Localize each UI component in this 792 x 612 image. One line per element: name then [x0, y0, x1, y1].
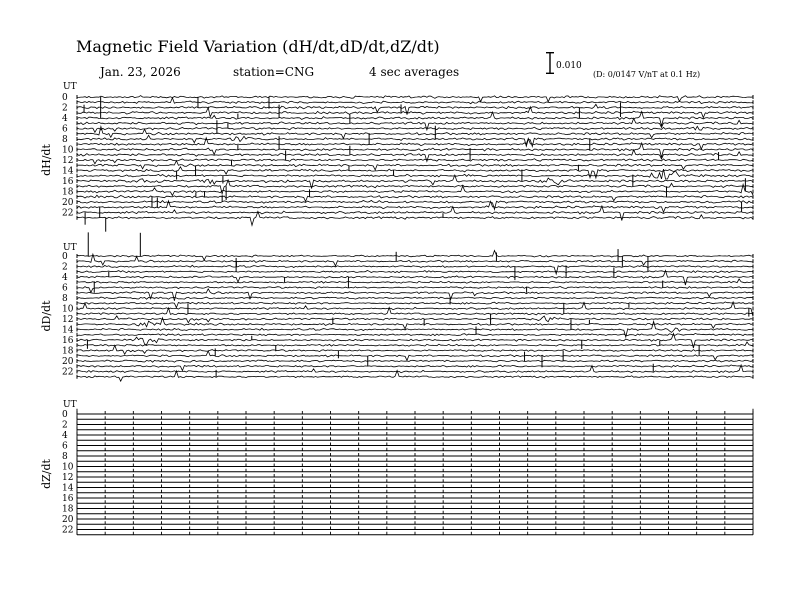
trace-line [77, 212, 753, 226]
trace-line [77, 200, 753, 209]
hour-tick-label: 18 [62, 346, 74, 357]
trace-line [77, 265, 753, 274]
y-axis-label: dD/dt [40, 300, 53, 332]
trace-line [77, 195, 753, 201]
trace-line [77, 342, 753, 346]
trace-line [77, 271, 753, 273]
trace-line [77, 161, 753, 170]
hour-tick-label: 4 [62, 114, 68, 124]
ut-axis-label: UT [63, 82, 77, 92]
station-label: station=CNG [233, 65, 315, 79]
averaging-label: 4 sec averages [369, 65, 460, 79]
hour-tick-label: 12 [62, 156, 74, 166]
hour-tick-label: 18 [62, 504, 74, 515]
hour-tick-label: 14 [62, 325, 74, 336]
hour-tick-label: 6 [62, 283, 68, 294]
trace-line [77, 351, 753, 360]
trace-line [77, 316, 753, 323]
ut-axis-label: UT [63, 400, 77, 410]
trace-line [77, 360, 753, 362]
hour-tick-label: 2 [62, 103, 68, 114]
hour-tick-label: 16 [62, 494, 74, 504]
hour-tick-label: 6 [62, 441, 68, 452]
trace-line [77, 251, 753, 261]
hour-tick-label: 12 [62, 315, 74, 325]
trace-line [77, 286, 753, 292]
hour-tick-label: 10 [62, 145, 74, 156]
hour-tick-label: 6 [62, 124, 68, 135]
hour-tick-label: 20 [62, 515, 74, 525]
hour-tick-label: 8 [62, 294, 68, 304]
hour-tick-label: 16 [62, 336, 74, 346]
hour-tick-label: 20 [62, 357, 74, 367]
scale-value-label: 0.010 [556, 61, 582, 71]
trace-line [77, 365, 753, 371]
ut-axis-label: UT [63, 243, 77, 253]
trace-line [77, 302, 753, 317]
hour-tick-label: 22 [62, 208, 74, 219]
trace-line [77, 333, 753, 335]
hour-tick-label: 12 [62, 473, 74, 483]
trace-line [77, 297, 753, 299]
date-label: Jan. 23, 2026 [100, 65, 181, 79]
hour-tick-label: 2 [62, 420, 68, 431]
hour-tick-label: 0 [62, 252, 68, 262]
hour-tick-label: 10 [62, 462, 74, 473]
chart-title: Magnetic Field Variation (dH/dt,dD/dt,dZ/dt) [76, 37, 440, 56]
hour-tick-label: 14 [62, 483, 74, 494]
hour-tick-label: 4 [62, 431, 68, 441]
trace-line [77, 201, 753, 212]
hour-tick-label: 4 [62, 273, 68, 283]
trace-line [77, 334, 753, 349]
trace-line [77, 345, 753, 354]
y-axis-label: dH/dt [40, 144, 53, 176]
hour-tick-label: 22 [62, 525, 74, 536]
hour-tick-label: 22 [62, 367, 74, 378]
trace-line [77, 98, 753, 104]
hour-tick-label: 14 [62, 166, 74, 177]
hour-tick-label: 2 [62, 262, 68, 273]
hour-tick-label: 0 [62, 410, 68, 420]
trace-line [77, 279, 753, 283]
hour-tick-label: 8 [62, 135, 68, 145]
hour-tick-label: 20 [62, 198, 74, 208]
y-axis-label: dZ/dt [40, 459, 53, 489]
hour-tick-label: 10 [62, 304, 74, 315]
hour-tick-label: 0 [62, 93, 68, 103]
trace-line [77, 159, 753, 164]
calibration-label: (D: 0/0147 V/nT at 0.1 Hz) [593, 70, 701, 79]
trace-line [77, 126, 753, 132]
trace-line [77, 96, 753, 102]
hour-tick-label: 18 [62, 187, 74, 198]
hour-tick-label: 8 [62, 452, 68, 462]
trace-line [77, 104, 753, 114]
hour-tick-label: 16 [62, 177, 74, 187]
trace-line [77, 107, 753, 118]
trace-line [77, 302, 753, 308]
